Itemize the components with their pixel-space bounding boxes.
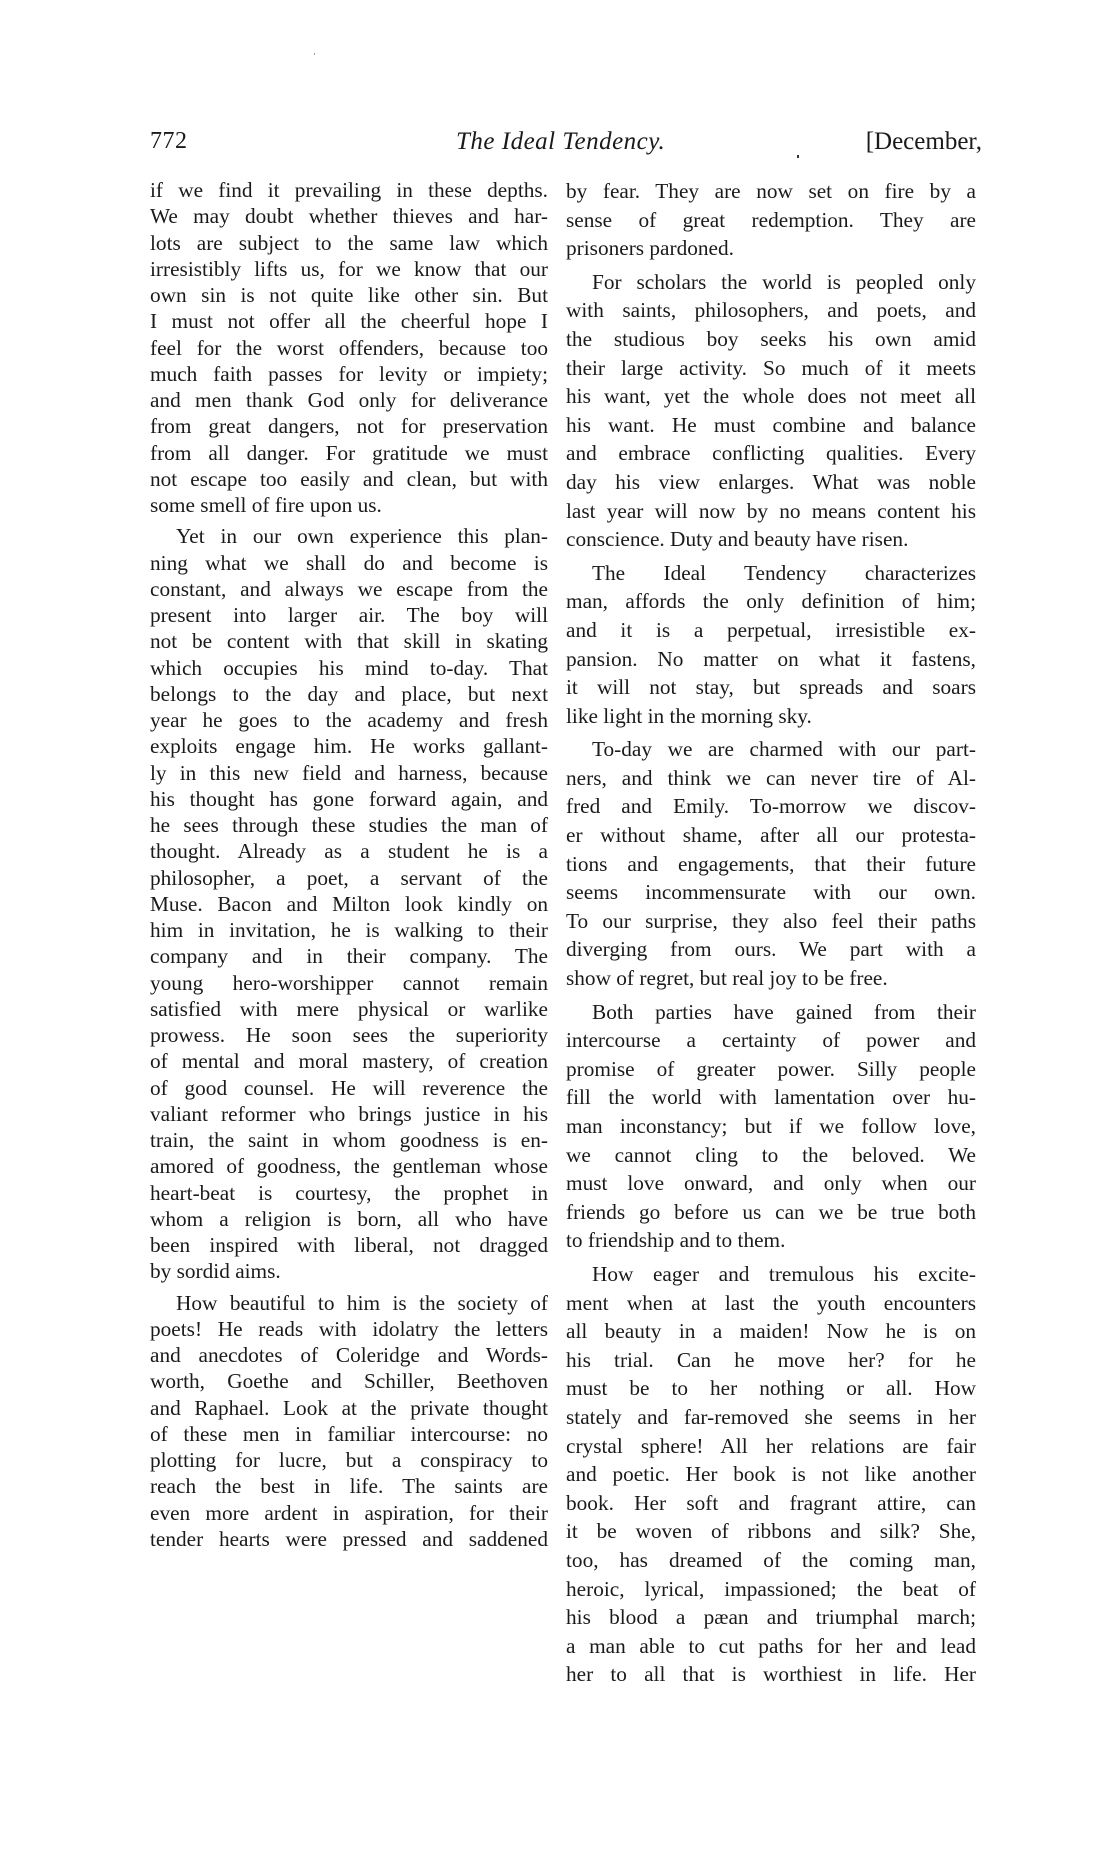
text-line: sense of great redemption. They are	[566, 207, 976, 232]
text-line: stately and far-removed she seems in her	[566, 1404, 976, 1429]
text-line: How eager and tremulous his excite-	[592, 1261, 976, 1286]
paragraph	[566, 1260, 976, 1689]
text-line: some smell of fire upon us.	[150, 493, 382, 517]
text-line: it will not stay, but spreads and soars	[566, 675, 976, 700]
text-line: whom a religion is born, all who have	[150, 1206, 548, 1231]
text-line: it be woven of ribbons and silk? She,	[566, 1519, 976, 1544]
text-line: prisoners pardoned.	[566, 236, 734, 261]
text-line: by fear. They are now set on fire by a	[566, 179, 976, 203]
text-line: For scholars the world is peopled only	[592, 269, 976, 294]
text-line: if we find it prevailing in these depths.	[150, 178, 548, 202]
text-line: fill the world with lamentation over hu-	[566, 1085, 976, 1110]
text-line: To-day we are charmed with our part-	[592, 737, 976, 762]
text-line: The Ideal Tendency characterizes	[592, 560, 976, 585]
text-line: feel for the worst offenders, because too	[150, 335, 548, 360]
text-line: present into larger air. The boy will	[150, 603, 548, 627]
paragraph	[566, 735, 976, 992]
text-line: his trial. Can he move her? for he	[566, 1347, 976, 1372]
text-line: a man able to cut paths for her and lead	[566, 1633, 976, 1658]
text-line: his thought has gone forward again, and	[150, 786, 548, 811]
paragraph	[566, 559, 976, 731]
text-line: must love onward, and only when our	[566, 1171, 976, 1196]
text-line: and anecdotes of Coleridge and Words-	[150, 1343, 548, 1367]
text-line: reach the best in life. The saints are	[150, 1474, 548, 1499]
text-line: him in invitation, he is walking to their	[150, 918, 548, 942]
paragraph	[566, 177, 976, 263]
text-line: by sordid aims.	[150, 1259, 281, 1284]
text-line: from great dangers, not for preservation	[150, 414, 548, 439]
text-line: day his view enlarges. What was noble	[566, 469, 976, 494]
text-line: Yet in our own experience this plan-	[176, 524, 548, 549]
text-line: intercourse a certainty of power and	[566, 1028, 976, 1053]
text-line: promise of greater power. Silly people	[566, 1056, 976, 1081]
text-line: prowess. He soon sees the superiority	[150, 1023, 548, 1047]
text-line: all beauty in a maiden! Now he is on	[566, 1319, 976, 1344]
text-line: constant, and always we escape from the	[150, 576, 548, 601]
text-line: too, has dreamed of the coming man,	[566, 1547, 976, 1572]
text-line: and it is a perpetual, irresistible ex-	[566, 617, 976, 642]
text-line: the studious boy seeks his own amid	[566, 326, 976, 351]
text-line: much faith passes for levity or impiety;	[150, 361, 548, 386]
text-line: book. Her soft and fragrant attire, can	[566, 1490, 976, 1515]
text-line: To our surprise, they also feel their paths	[566, 908, 976, 933]
paragraph	[150, 523, 548, 1284]
running-head	[150, 128, 982, 168]
text-line: young hero-worshipper cannot remain	[150, 970, 548, 995]
left-column	[150, 177, 548, 1557]
text-line: even more ardent in aspiration, for their	[150, 1500, 548, 1525]
text-line: philosopher, a poet, a servant of the	[150, 865, 548, 890]
text-line: seems incommensurate with our own.	[566, 880, 976, 905]
text-line: we cannot cling to the beloved. We	[566, 1142, 976, 1167]
text-line: I must not offer all the cheerful hope I	[150, 309, 548, 334]
scan-mark	[797, 155, 799, 158]
text-line: and men thank God only for deliverance	[150, 388, 548, 412]
text-line: man, affords the only definition of him;	[566, 589, 976, 614]
running-title: The Ideal Tendency.	[456, 128, 666, 155]
text-line: her to all that is worthiest in life. Her	[566, 1662, 976, 1687]
text-line: train, the saint in whom goodness is en-	[150, 1128, 548, 1152]
issue-month: [December,	[865, 128, 982, 155]
text-line: and Raphael. Look at the private thought	[150, 1395, 548, 1420]
text-line: and poetic. Her book is not like another	[566, 1462, 976, 1487]
text-line: Muse. Bacon and Milton look kindly on	[150, 891, 548, 916]
text-line: poets! He reads with idolatry the letters	[150, 1316, 548, 1341]
text-line: er without shame, after all our protesta-	[566, 823, 976, 848]
text-line: not escape too easily and clean, but with	[150, 466, 548, 491]
paragraph	[150, 177, 548, 518]
text-line: conscience. Duty and beauty have risen.	[566, 527, 909, 552]
paragraph	[150, 1290, 548, 1553]
text-line: ners, and think we can never tire of Al-	[566, 765, 976, 790]
text-line: to friendship and to them.	[566, 1228, 786, 1253]
page-number: 772	[150, 128, 188, 154]
text-line: show of regret, but real joy to be free.	[566, 966, 888, 991]
scan-speck	[314, 53, 315, 55]
text-line: worth, Goethe and Schiller, Beethoven	[150, 1369, 548, 1394]
text-line: man inconstancy; but if we follow love,	[566, 1114, 976, 1138]
text-line: his want, yet the whole does not meet all	[566, 384, 976, 409]
text-line: year he goes to the academy and fresh	[150, 708, 548, 732]
text-line: not be content with that skill in skating	[150, 629, 548, 654]
text-line: thought. Already as a student he is a	[150, 839, 548, 864]
text-line: friends go before us can we be true both	[566, 1199, 976, 1224]
text-line: We may doubt whether thieves and har-	[150, 204, 548, 229]
text-line: amored of goodness, the gentleman whose	[150, 1154, 548, 1179]
text-line: tender hearts were pressed and saddened	[150, 1526, 548, 1551]
text-line: his want. He must combine and balance	[566, 412, 976, 437]
text-line: diverging from ours. We part with a	[566, 937, 976, 962]
text-line: ning what we shall do and become is	[150, 550, 548, 575]
text-line: must be to her nothing or all. How	[566, 1376, 976, 1401]
text-line: of mental and moral mastery, of creation	[150, 1049, 548, 1074]
text-line: company and in their company. The	[150, 944, 548, 969]
text-line: been inspired with liberal, not dragged	[150, 1233, 548, 1257]
text-line: of good counsel. He will reverence the	[150, 1075, 548, 1100]
text-line: like light in the morning sky.	[566, 703, 812, 728]
text-line: heart-beat is courtesy, the prophet in	[150, 1180, 548, 1205]
text-line: belongs to the day and place, but next	[150, 681, 548, 706]
text-line: ment when at last the youth encounters	[566, 1290, 976, 1315]
text-line: last year will now by no means content his	[566, 498, 976, 523]
text-line: fred and Emily. To-morrow we discov-	[566, 794, 976, 819]
text-line: own sin is not quite like other sin. But	[150, 283, 548, 307]
text-line: How beautiful to him is the society of	[176, 1290, 548, 1315]
paragraph	[566, 998, 976, 1255]
text-line: plotting for lucre, but a conspiracy to	[150, 1448, 548, 1472]
text-line: irresistibly lifts us, for we know that our	[150, 256, 548, 281]
text-line: and embrace conflicting qualities. Every	[566, 441, 976, 466]
text-line: of these men in familiar intercourse: no	[150, 1421, 548, 1446]
text-line: his blood a pæan and triumphal march;	[566, 1605, 976, 1630]
text-line: pansion. No matter on what it fastens,	[566, 646, 976, 671]
text-line: their large activity. So much of it meets	[566, 355, 976, 380]
text-line: crystal sphere! All her relations are fair	[566, 1433, 976, 1458]
text-line: from all danger. For gratitude we must	[150, 440, 548, 465]
text-line: satisfied with mere physical or warlike	[150, 996, 548, 1021]
text-line: which occupies his mind to-day. That	[150, 655, 548, 680]
text-line: valiant reformer who brings justice in his	[150, 1101, 548, 1126]
text-line: Both parties have gained from their	[592, 999, 976, 1024]
text-line: he sees through these studies the man of	[150, 813, 548, 837]
text-line: tions and engagements, that their future	[566, 851, 976, 876]
text-line: lots are subject to the same law which	[150, 230, 548, 255]
right-column	[566, 177, 976, 1694]
text-line: ly in this new field and harness, because	[150, 760, 548, 785]
text-line: heroic, lyrical, impassioned; the beat of	[566, 1576, 976, 1601]
text-line: with saints, philosophers, and poets, and	[566, 298, 976, 323]
text-line: exploits engage him. He works gallant-	[150, 734, 548, 759]
paragraph	[566, 268, 976, 554]
